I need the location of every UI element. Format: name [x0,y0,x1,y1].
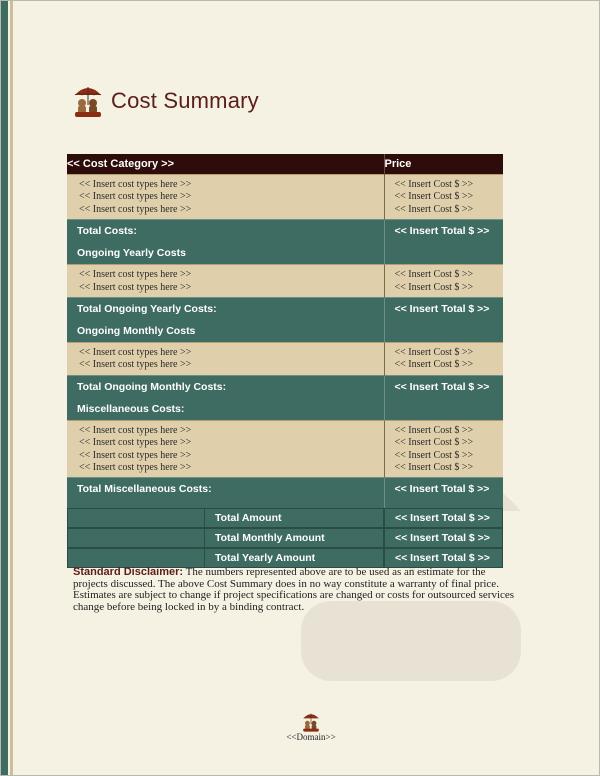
total-row [67,298,503,343]
cost-price-item: << Insert Cost $ >> [394,424,474,436]
summary-value-cell [384,528,503,548]
summary-label-cell [67,528,384,548]
cost-price-item: << Insert Cost $ >> [394,203,474,215]
summary-inner [384,528,503,548]
cost-types-cell [67,343,384,376]
summary-blank-cell [68,509,205,528]
total-label-cell [67,220,384,265]
umbrella-bears-icon [302,711,320,733]
cost-type-item: << Insert cost types here >> [79,347,192,359]
disclaimer-text: The numbers represented above are to be used as an estimate for the projects discussed. The above Cost Summary does in no way constitute a warranty of final price. Estimates are subject to change if project specifications are changed or costs for outsourced services change before being locked in by a binding contract. [73,566,515,613]
price-header: Price [384,154,503,175]
cost-price-item: << Insert Cost $ >> [394,281,474,293]
cost-type-item: << Insert cost types here >> [79,424,192,436]
cost-price-item: << Insert Cost $ >> [394,359,474,371]
total-value: << Insert Total $ >> [394,483,490,496]
cost-price-item: << Insert Cost $ >> [394,179,474,190]
cost-price-item: << Insert Cost $ >> [394,191,474,203]
item-row [67,265,503,298]
side-accent-line [10,1,13,776]
total-value-cell [384,478,503,509]
item-row [67,343,503,376]
summary-row [67,528,503,548]
summary-row [67,508,503,528]
cost-types-cell [67,265,384,298]
summary-value: << Insert Total $ >> [385,509,503,528]
cost-type-item: << Insert cost types here >> [79,269,192,281]
summary-value: << Insert Total $ >> [385,529,503,548]
section-heading: Miscellaneous Costs: [77,402,185,415]
cost-types-cell [67,175,384,220]
standard-disclaimer [73,567,523,613]
total-row [67,478,503,509]
summary-label: Total Yearly Amount [205,549,384,568]
cost-prices-cell [384,420,503,478]
summary-label-cell [67,508,384,528]
cost-category-header: << Cost Category >> [67,154,384,175]
cost-type-item: << Insert cost types here >> [79,203,192,215]
total-row [67,220,503,265]
cost-type-item: << Insert cost types here >> [79,179,192,190]
total-value-cell [384,220,503,265]
section-heading: Ongoing Monthly Costs [77,325,196,338]
summary-label: Total Monthly Amount [205,529,384,548]
total-value-cell [384,375,503,420]
item-row [67,420,503,478]
total-label: Total Ongoing Monthly Costs: [77,380,227,393]
section-heading: Ongoing Yearly Costs [77,247,186,260]
total-label-cell [67,298,384,343]
cost-price-item: << Insert Cost $ >> [394,347,474,359]
side-accent-bar [1,1,8,776]
total-label: Total Miscellaneous Costs: [77,483,212,496]
total-label: Total Ongoing Yearly Costs: [77,303,217,316]
summary-inner [67,528,384,548]
summary-blank-cell [68,529,205,548]
total-value: << Insert Total $ >> [394,303,490,316]
cost-type-item: << Insert cost types here >> [79,437,192,449]
cost-prices-cell [384,265,503,298]
cost-type-item: << Insert cost types here >> [79,359,192,371]
total-value: << Insert Total $ >> [394,225,490,238]
total-label-cell [67,478,384,509]
cost-types-cell [67,420,384,478]
page-header [73,81,259,121]
total-row [67,375,503,420]
summary-value: << Insert Total $ >> [385,549,503,568]
cost-price-item: << Insert Cost $ >> [394,269,474,281]
cost-type-item: << Insert cost types here >> [79,449,192,461]
disclaimer-label: Standard Disclaimer: [73,566,184,578]
table-header-row [67,154,503,175]
total-value: << Insert Total $ >> [394,380,490,393]
summary-label: Total Amount [205,509,384,528]
cost-type-item: << Insert cost types here >> [79,281,192,293]
cost-prices-cell [384,343,503,376]
summary-value-cell [384,508,503,528]
total-value-cell [384,298,503,343]
item-row [67,175,503,220]
total-label-cell [67,375,384,420]
cost-price-item: << Insert Cost $ >> [394,462,474,474]
cost-price-item: << Insert Cost $ >> [394,449,474,461]
summary-inner [67,508,384,528]
cost-type-item: << Insert cost types here >> [79,191,192,203]
summary-inner [384,508,503,528]
umbrella-bears-icon [73,83,103,119]
cost-price-item: << Insert Cost $ >> [394,437,474,449]
page-title: Cost Summary [111,88,259,113]
cost-summary-table [67,154,503,568]
cost-prices-cell [384,175,503,220]
footer-domain: <<Domain>> [286,732,336,742]
total-label: Total Costs: [77,225,137,238]
cost-type-item: << Insert cost types here >> [79,462,192,474]
